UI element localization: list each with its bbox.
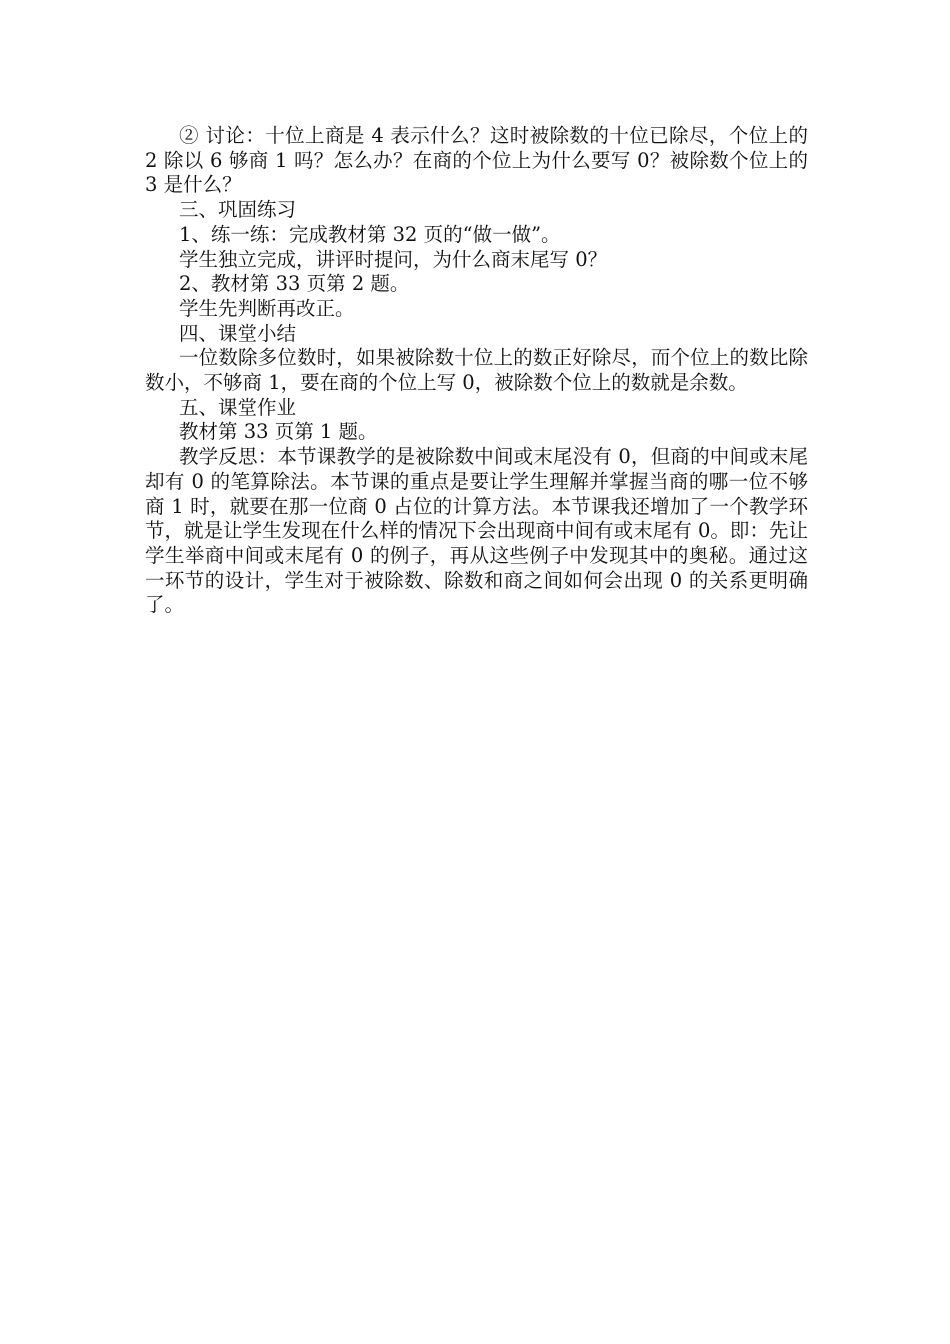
teaching-reflection-paragraph: 教学反思：本节课教学的是被除数中间或末尾没有 0，但商的中间或末尾却有 0 的笔算除法。本节课的重点是要让学生理解并掌握当商的哪一位不够商 1 时，就要在那一位商 0 占位的计算方法。本节课我还增加了一个教学环节，就是让学生发现在什么样的情况下会出现商中间有或末尾有 0。即：先让学生举商中间或末尾有 0 的例子，再从这些例子中发现其中的奥秘。通过这一环节的设计，学生对于被除数、除数和商之间如何会出现 0 的关系更明确了。 <box>145 445 808 617</box>
practice-item-1: 1、练一练：完成教材第 32 页的“做一做”。 <box>179 222 561 246</box>
summary-paragraph: 一位数除多位数时，如果被除数十位上的数正好除尽，而个位上的数比除数小，不够商 1，要在商的个位上写 0，被除数个位上的数就是余数。 <box>145 346 808 395</box>
practice-item-2: 2、教材第 33 页第 2 题。 <box>179 272 410 296</box>
practice-item-1-note: 学生独立完成，讲评时提问，为什么商末尾写 0？ <box>179 247 608 271</box>
homework-item: 教材第 33 页第 1 题。 <box>179 420 378 444</box>
section-heading-homework: 五、课堂作业 <box>179 395 297 419</box>
discussion-paragraph: ② 讨论：十位上商是 4 表示什么？这时被除数的十位已除尽，个位上的 2 除以 6 够商 1 吗？怎么办？在商的个位上为什么要写 0？被除数个位上的 3 是什么？ <box>145 124 808 197</box>
section-heading-consolidation-practice: 三、巩固练习 <box>179 198 297 222</box>
section-heading-class-summary: 四、课堂小结 <box>179 321 297 345</box>
document-body <box>145 124 808 618</box>
practice-item-2-note: 学生先判断再改正。 <box>179 296 355 320</box>
